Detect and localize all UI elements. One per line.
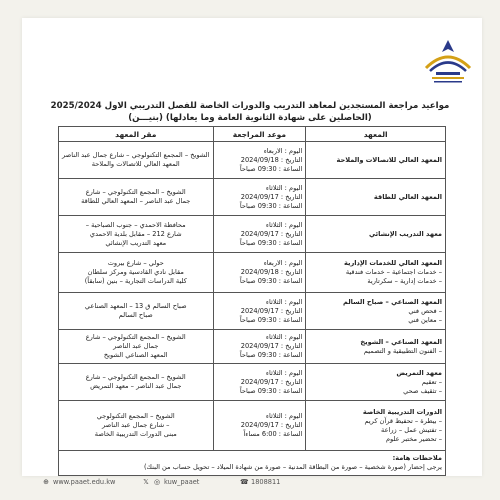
location-cell xyxy=(59,179,214,216)
location-line: حولي – شارع بيروت xyxy=(107,259,164,267)
date-line: الساعة : 09:30 صباحاً xyxy=(239,277,303,285)
notes-title: ملاحظات هامة: xyxy=(392,454,442,462)
specialization: – بيطرة – تحفيظ قرآن كريم xyxy=(364,416,442,425)
location-line: الشويخ – المجمع التكنولوجي – شارع جمال عبد الناصر xyxy=(62,151,210,159)
date-line: اليوم : الاربعاء xyxy=(263,259,303,267)
institute-cell xyxy=(306,364,446,401)
date-cell xyxy=(213,253,306,293)
footer-social[interactable] xyxy=(142,478,199,486)
date-line: التاريخ : 2024/09/18 xyxy=(240,268,303,276)
location-cell xyxy=(59,401,214,451)
footer-website[interactable] xyxy=(42,478,115,486)
date-line: التاريخ : 2024/09/17 xyxy=(240,229,303,238)
location-line: الشويخ – المجمع التكنولوجي xyxy=(96,412,175,420)
location-line: صباح السالم ق 13 – المعهد الصناعي xyxy=(84,302,187,310)
institute-cell xyxy=(306,216,446,253)
date-line: اليوم : الثلاثاء xyxy=(265,368,303,377)
header-institute: المعهد xyxy=(306,127,446,142)
date-cell xyxy=(213,330,306,364)
x-icon: 𝕏 xyxy=(143,478,149,486)
date-line: التاريخ : 2024/09/17 xyxy=(240,192,303,201)
location-cell xyxy=(59,293,214,330)
date-line: الساعة : 09:30 صباحاً xyxy=(239,315,303,324)
table-row xyxy=(59,142,446,179)
date-line: الساعة : 09:30 صباحاً xyxy=(239,201,303,210)
location-cell xyxy=(59,253,214,293)
specialization: – تفتيش عمل – زراعة xyxy=(381,425,442,434)
location-line: جمال عبد الناصر – معهد التمريض xyxy=(90,382,182,390)
date-line: اليوم : الثلاثاء xyxy=(265,297,303,306)
header-location: مقر المعهد xyxy=(59,127,214,142)
header-row xyxy=(59,127,446,142)
date-line: اليوم : الثلاثاء xyxy=(265,183,303,192)
header-date: موعد المراجعة xyxy=(213,127,306,142)
table-row xyxy=(59,401,446,451)
institute-name: معهد التدريب الإنشائي xyxy=(368,229,442,238)
table-row xyxy=(59,216,446,253)
institute-cell xyxy=(306,179,446,216)
location-line: معهد التدريب الإنشائي xyxy=(105,238,167,247)
date-line: التاريخ : 2024/09/17 xyxy=(240,377,303,386)
date-cell xyxy=(213,293,306,330)
location-line: كلية الدراسات التجارية – بنين (سابقاً) xyxy=(84,277,187,285)
specialization: – فحص فني xyxy=(408,306,442,315)
institute-name: المعهد العالي للاتصالات والملاحة xyxy=(336,155,442,164)
social-text: kuw_paaet xyxy=(164,478,200,486)
footer xyxy=(0,478,500,492)
date-line: التاريخ : 2024/09/17 xyxy=(240,421,303,429)
date-line: التاريخ : 2024/09/17 xyxy=(240,342,303,350)
location-line: مبنى الدورات التدريبية الخاصة xyxy=(94,430,177,438)
notes-cell xyxy=(59,451,446,476)
location-line: الشويخ – المجمع التكنولوجي – شارع xyxy=(85,333,186,341)
institute-cell xyxy=(306,401,446,451)
date-line: الساعة : 09:30 صباحاً xyxy=(239,238,303,247)
notes-row xyxy=(59,451,446,476)
schedule-table xyxy=(58,126,446,476)
location-line: الشويخ – المجمع التكنولوجي – شارع xyxy=(85,373,186,381)
specialization: – خدمات اجتماعية – خدمات فندقية xyxy=(345,268,442,276)
location-line: الشويخ – المجمع التكنولوجي – شارع xyxy=(85,188,186,196)
location-line: جمال عبد الناصر – المعهد العالي للطاقة xyxy=(81,197,191,205)
location-cell xyxy=(59,216,214,253)
paaet-logo xyxy=(418,38,478,88)
date-line: التاريخ : 2024/09/17 xyxy=(240,306,303,315)
table-row xyxy=(59,293,446,330)
location-cell xyxy=(59,142,214,179)
date-cell xyxy=(213,216,306,253)
date-line: اليوم : الثلاثاء xyxy=(265,412,303,420)
institute-cell xyxy=(306,253,446,293)
location-cell xyxy=(59,364,214,401)
location-line: جمال عبد الناصر xyxy=(113,342,159,350)
date-line: التاريخ : 2024/09/18 xyxy=(240,155,303,164)
location-line: محافظة الاحمدي – جنوب الصباحية – xyxy=(85,220,186,229)
location-line: صباح السالم xyxy=(118,311,153,319)
date-line: الساعة : 6:00 مساءاً xyxy=(243,430,303,438)
footer-phone[interactable] xyxy=(240,478,280,486)
date-cell xyxy=(213,142,306,179)
institute-name: الدورات التدريبية الخاصة xyxy=(362,407,442,416)
table-row xyxy=(59,179,446,216)
title-line-2: (الحاصلين على شهادة الثانوية العامة وما يعادلها) (بنيـــن) xyxy=(128,113,372,123)
date-line: الساعة : 09:30 صباحاً xyxy=(239,386,303,395)
location-cell xyxy=(59,330,214,364)
location-line: مقابل نادي القادسية ومركز سلطان xyxy=(87,268,184,276)
instagram-icon: ◎ xyxy=(153,478,161,486)
specialization: – تحضير مختبر علوم xyxy=(385,434,442,443)
specialization: – خدمات إدارية – سكرتارية xyxy=(367,277,442,285)
phone-text: 1808811 xyxy=(251,478,281,486)
table-row xyxy=(59,364,446,401)
institute-name: معهد التمريض xyxy=(396,368,442,377)
location-line: المعهد الصناعي الشويخ xyxy=(103,351,168,359)
date-line: اليوم : الاربعاء xyxy=(263,146,303,155)
institute-name: المعهد الصناعي – الشويخ xyxy=(360,337,442,346)
date-line: الساعة : 09:30 صباحاً xyxy=(239,351,303,359)
institute-name: المعهد العالي للخدمات الإدارية xyxy=(343,259,442,267)
specialization: – تثقيف صحي xyxy=(403,386,442,395)
institute-name: المعهد العالي للطاقة xyxy=(373,192,442,201)
page-title xyxy=(40,100,460,124)
date-cell xyxy=(213,401,306,451)
institute-cell xyxy=(306,330,446,364)
location-line: – شارع جمال عبد الناصر xyxy=(102,421,170,429)
phone-icon: ☎ xyxy=(240,478,249,486)
institute-cell xyxy=(306,293,446,330)
date-line: الساعة : 09:30 صباحاً xyxy=(239,164,303,173)
institute-name: المعهد الصناعي – صباح السالم xyxy=(343,297,442,306)
date-cell xyxy=(213,179,306,216)
location-line: شارع 212 – مقابل بلدية الاحمدي xyxy=(89,229,182,238)
globe-icon: ⊕ xyxy=(43,478,49,486)
specialization: – الفنون التطبيقية و التصميم xyxy=(363,346,442,355)
specialization: – تعقيم xyxy=(421,377,442,386)
specialization: – معاين فني xyxy=(408,315,442,324)
date-cell xyxy=(213,364,306,401)
table-row xyxy=(59,330,446,364)
table-row xyxy=(59,253,446,293)
institute-cell xyxy=(306,142,446,179)
website-text: www.paaet.edu.kw xyxy=(53,478,116,486)
date-line: اليوم : الثلاثاء xyxy=(265,220,303,229)
date-line: اليوم : الثلاثاء xyxy=(265,333,303,341)
notes-text: يرجى إحضار (صورة شخصية – صورة من البطاقة المدنية – صورة من شهادة الميلاد – تحويل حساب من البنك) xyxy=(143,463,442,471)
title-line-1: مواعيد مراجعة المستجدين لمعاهد التدريب والدورات الخاصة للفصل التدريبي الاول 2025/2024 xyxy=(50,101,450,111)
location-line: المعهد العالي للاتصالات والملاحة xyxy=(91,160,180,168)
